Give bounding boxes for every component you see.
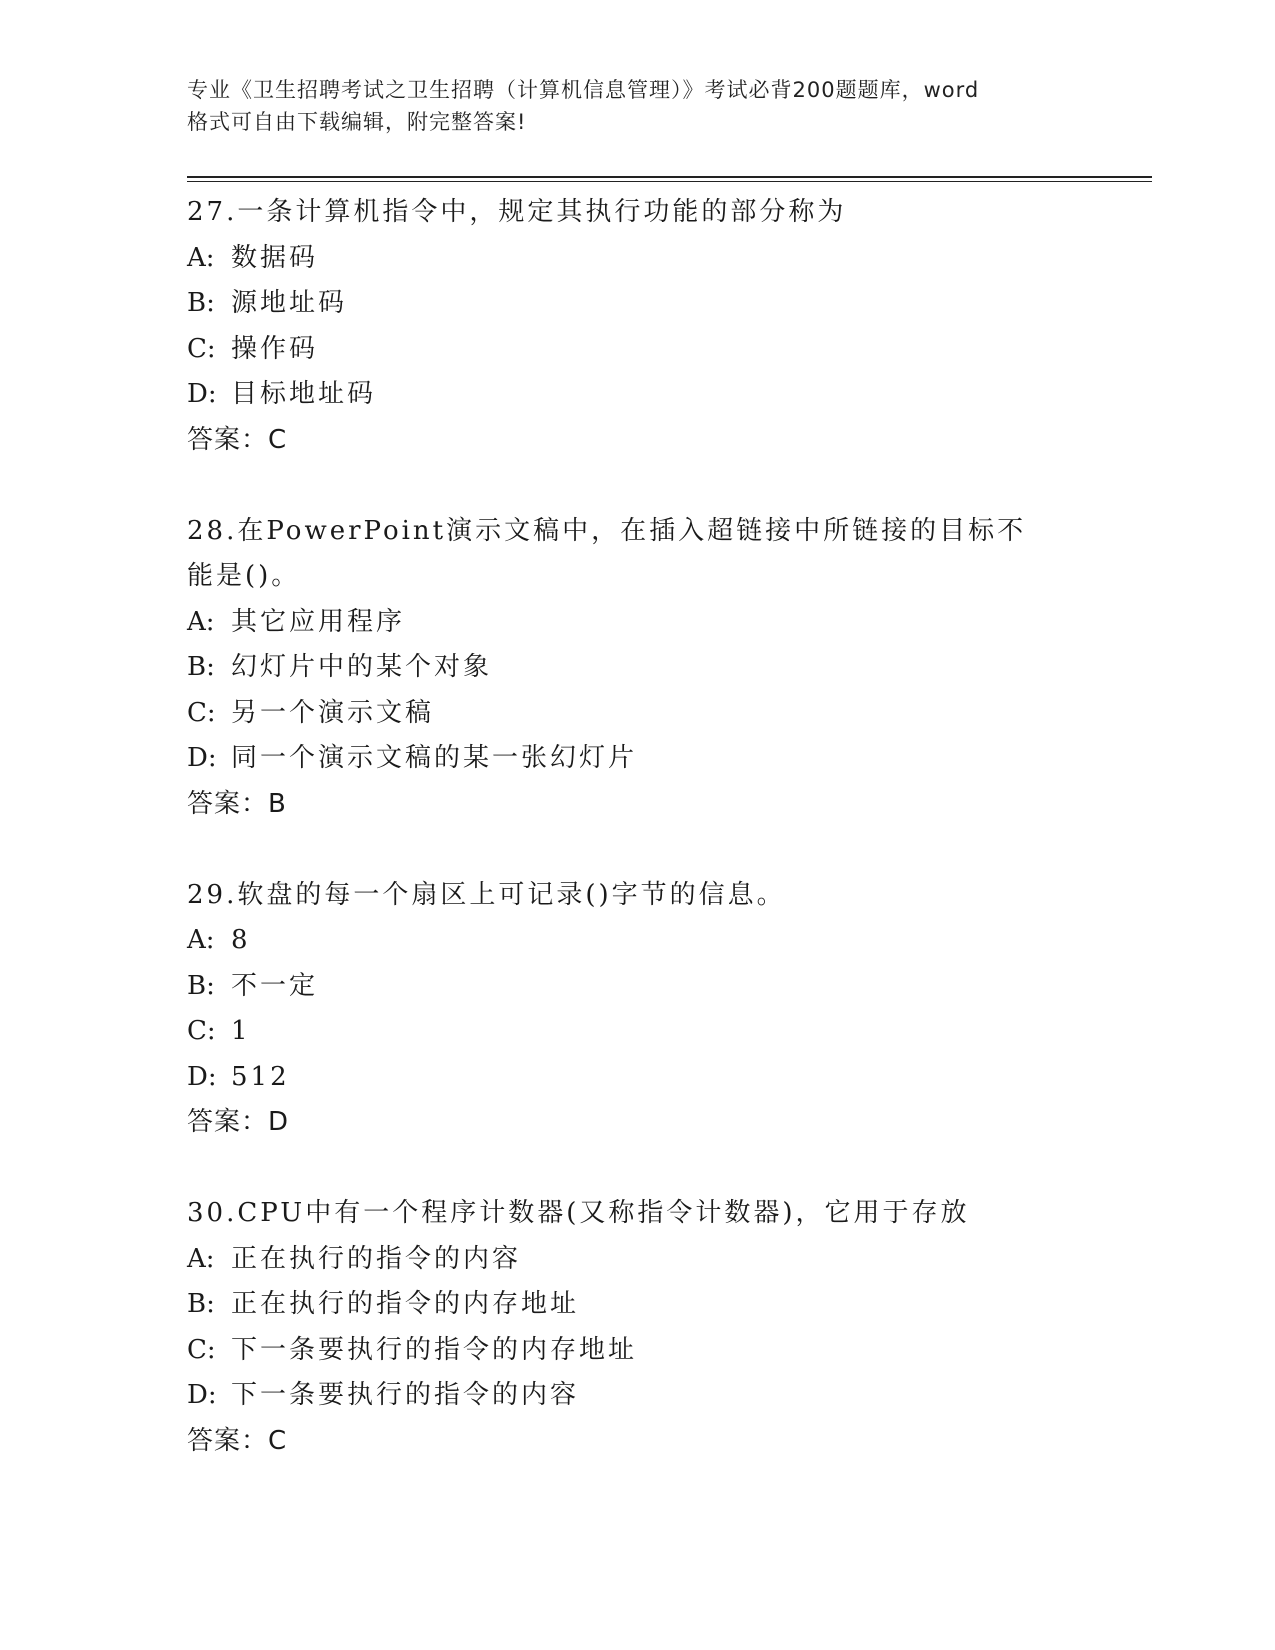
option-b [187, 281, 1087, 327]
question-27 [187, 190, 1087, 463]
option-d [187, 736, 1087, 782]
option-letter: A: [187, 242, 215, 273]
option-letter: C: [187, 333, 216, 364]
question-29 [187, 873, 1087, 1146]
answer-line: 答案：D [187, 1107, 290, 1137]
option-a [187, 1237, 1087, 1283]
question-stem: 28.在PowerPoint演示文稿中，在插入超链接中所链接的目标不能是()。 [187, 515, 1027, 591]
option-text: 1 [231, 1016, 251, 1046]
option-text: 源地址码 [231, 288, 348, 318]
option-text: 512 [231, 1061, 290, 1092]
option-text: 正在执行的指令的内存地址 [231, 1289, 580, 1319]
option-text: 同一个演示文稿的某一张幻灯片 [231, 743, 638, 773]
option-c [187, 1009, 1087, 1055]
option-text: 下一条要执行的指令的内容 [231, 1380, 580, 1410]
option-text: 正在执行的指令的内容 [231, 1243, 522, 1274]
option-text: 其它应用程序 [231, 606, 406, 637]
option-letter: D: [187, 379, 217, 409]
option-letter: C: [187, 697, 216, 728]
option-letter: B: [187, 652, 215, 682]
option-letter: B: [187, 970, 215, 1001]
option-letter: B: [187, 288, 215, 318]
answer-line: 答案：B [187, 788, 287, 819]
document-header [187, 74, 1087, 138]
option-text: 幻灯片中的某个对象 [231, 652, 493, 682]
option-b [187, 964, 1087, 1010]
answer-line: 答案：C [187, 424, 288, 455]
option-letter: D: [187, 1061, 217, 1092]
question-stem: 30.CPU中有一个程序计数器(又称指令计数器)，它用于存放 [187, 1198, 970, 1228]
option-text: 另一个演示文稿 [231, 697, 435, 728]
question-30 [187, 1191, 1087, 1464]
answer-line: 答案：C [187, 1425, 288, 1456]
option-a [187, 600, 1087, 646]
option-letter: C: [187, 1016, 216, 1046]
option-d [187, 1055, 1087, 1101]
option-c [187, 1328, 1087, 1374]
header-line-2: 格式可自由下载编辑，附完整答案! [187, 110, 527, 134]
option-text: 8 [231, 925, 251, 955]
option-letter: A: [187, 606, 215, 637]
option-b [187, 1282, 1087, 1328]
question-stem: 29.软盘的每一个扇区上可记录()字节的信息。 [187, 879, 786, 910]
option-text: 数据码 [231, 242, 319, 273]
header-line-1: 专业《卫生招聘考试之卫生招聘（计算机信息管理）》考试必背200题题库，word [187, 78, 980, 102]
question-28 [187, 509, 1087, 828]
option-letter: D: [187, 1380, 217, 1410]
option-d [187, 1373, 1087, 1419]
option-letter: D: [187, 743, 217, 773]
option-letter: B: [187, 1289, 215, 1319]
header-divider-thin [187, 181, 1152, 182]
option-text: 操作码 [231, 333, 319, 364]
option-a [187, 918, 1087, 964]
option-text: 不一定 [231, 970, 319, 1001]
option-d [187, 372, 1087, 418]
option-c [187, 691, 1087, 737]
option-letter: A: [187, 1243, 215, 1274]
option-letter: C: [187, 1334, 216, 1365]
option-c [187, 327, 1087, 373]
option-letter: A: [187, 925, 215, 955]
header-divider-thick [187, 176, 1152, 178]
question-stem: 27.一条计算机指令中，规定其执行功能的部分称为 [187, 197, 847, 227]
option-text: 下一条要执行的指令的内存地址 [231, 1334, 638, 1365]
option-b [187, 645, 1087, 691]
question-list [187, 190, 1087, 1464]
option-text: 目标地址码 [231, 379, 377, 409]
option-a [187, 236, 1087, 282]
